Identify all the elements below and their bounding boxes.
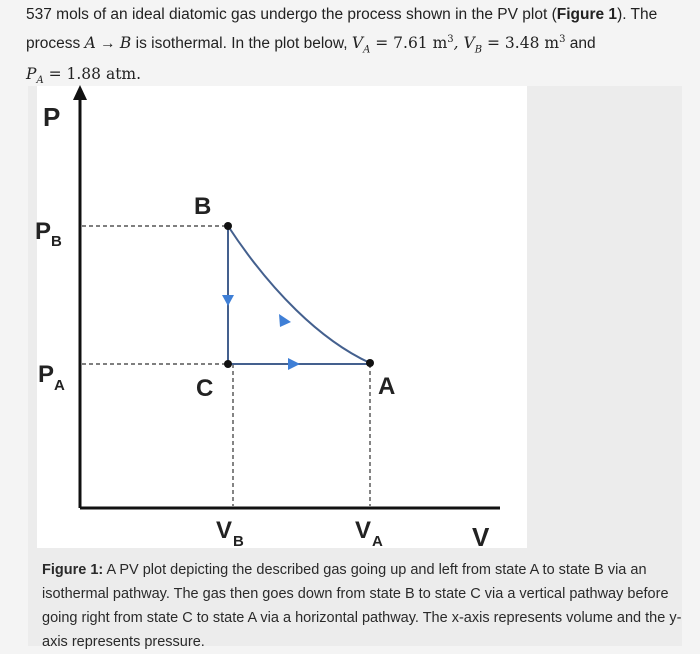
caption-prefix: Figure 1: [42,562,104,578]
va-label: V [355,517,372,544]
vb-exponent: 3 [559,34,566,45]
curve-arrow-icon [279,314,291,327]
vb-subscript: B [474,44,483,56]
state-c-label: C [196,375,214,402]
point-c [224,360,232,368]
vb-label-subscript: B [233,533,244,550]
va-exponent: 3 [447,34,454,45]
isothermal-curve-a-to-b [228,226,370,363]
figure-caption [42,558,682,654]
y-axis-label: P [43,102,61,132]
figure-reference: Figure 1 [556,6,618,23]
state-a-symbol: A [84,34,96,53]
pa-label: P [38,361,55,388]
vb-label: V [216,517,233,544]
pa-subscript: A [36,75,44,87]
problem-text-isothermal: is isothermal. In the plot below, [131,35,352,53]
problem-text-process: process [26,35,85,53]
vb-value: = 3.48 m [482,34,560,53]
pb-label-subscript: B [51,233,62,250]
problem-text-tail: ). The [617,6,658,23]
va-subscript: A [363,44,371,56]
problem-text: 537 mols of an ideal diatomic gas undergo the process shown in the PV plot ( [26,6,557,23]
pa-symbol: P [26,65,37,84]
va-value: = 7.61 m [370,34,448,53]
point-b [224,222,232,230]
va-label-subscript: A [372,533,383,550]
x-axis-label: V [472,522,490,552]
and-text: and [565,35,596,53]
va-symbol: V [351,34,364,53]
pa-value: = 1.88 atm. [43,65,142,84]
arrow-symbol: → [100,35,116,53]
state-a-label: A [378,373,396,400]
pb-label: P [35,218,52,245]
down-arrow-icon [222,295,234,306]
right-arrow-icon [288,358,300,370]
state-b-symbol: B [119,34,132,53]
point-a [366,359,374,367]
pa-label-subscript: A [54,377,65,394]
caption-text: A PV plot depicting the described gas going up and left from state A to state B via an isothermal pathway. The gas then goes down from state B to state C via a vertical pathway before going right from state C to state A via a horizontal pathway. The x-axis represents volume and the y-axis represents pressure. [42,562,682,650]
vb-symbol: , V [453,34,475,53]
y-axis-arrowhead [73,85,87,100]
state-b-label: B [194,193,212,220]
